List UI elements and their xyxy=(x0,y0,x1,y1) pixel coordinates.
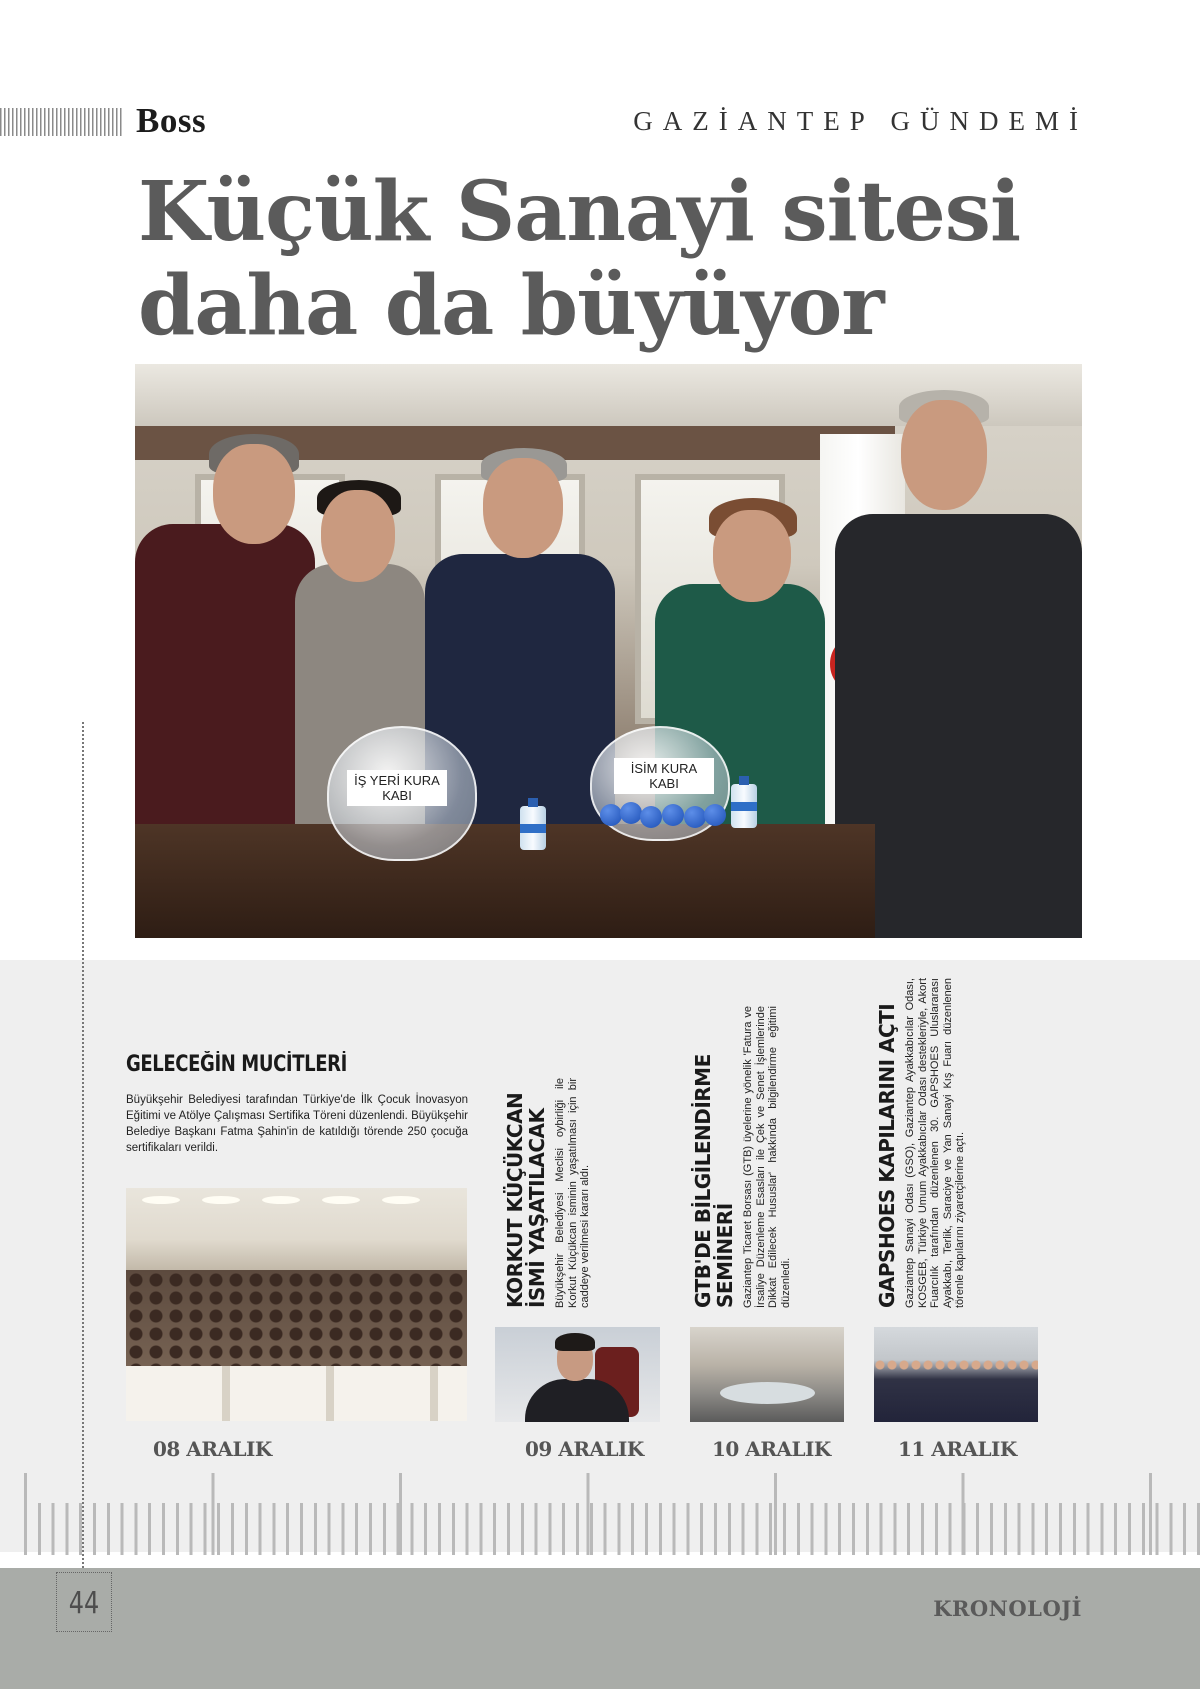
header-decorative-bars xyxy=(0,108,122,136)
story-2-photo xyxy=(495,1327,660,1422)
story-3-block xyxy=(692,1006,792,1308)
story-4-heading: GAPSHOES KAPILARINI AÇTI xyxy=(875,1003,899,1308)
story-3-text: Gaziantep Ticaret Borsası (GTB) üyelerine yönelik 'Fatura ve İrsaliye Düzenleme Esasları ile Çek ve Senet İşlemlerinde Dikkat Edilecek Hususlar' hakkında bilgilendirme eğitimi düzenledi. xyxy=(742,1006,792,1308)
story-2-text: Büyükşehir Belediyesi Meclisi oybirliği ile Korkut Küçükcan isminin yaşatılması için bir caddeye verilmesi kararı aldı. xyxy=(554,1078,591,1308)
timeline-ruler xyxy=(24,1473,1200,1555)
footer-section-label: KRONOLOJİ xyxy=(933,1596,1082,1621)
story-2-date: 09 ARALIK xyxy=(525,1437,644,1461)
story-1-photo xyxy=(126,1188,467,1421)
workplace-draw-bowl xyxy=(327,726,477,861)
story-1-date: 08 ARALIK xyxy=(153,1437,272,1461)
water-bottle xyxy=(731,784,757,828)
story-4-photo xyxy=(874,1327,1038,1422)
page-footer xyxy=(0,1568,1200,1689)
hero-photo xyxy=(135,364,1082,938)
headline-line-2: daha da büyüyor xyxy=(138,258,884,354)
story-3-photo xyxy=(690,1327,844,1422)
desks xyxy=(126,1366,467,1421)
workplace-bowl-label: İŞ YERİ KURA KABI xyxy=(347,770,447,806)
story-1-heading: GELECEĞİN MUCİTLERİ xyxy=(126,1052,347,1077)
water-bottle xyxy=(520,806,546,850)
desk xyxy=(135,824,875,938)
story-2-block xyxy=(504,1078,592,1308)
story-2-heading: KORKUT KÜÇÜKCAN İSMİ YAŞATILACAK xyxy=(503,1092,549,1308)
magazine-logo: Boss xyxy=(136,101,207,140)
story-4-text: Gaziantep Sanayi Odası (GSO), Gaziantep Ayakkabıcılar Odası, KOSGEB, Türkiye Umum Ayakkabıcılar Odası destekleriyle, Akort Fuarcılık tarafından düzenlenen 30. GAPSHOES Uluslararası Ayakkabı, Terlik, Saraciye ve Yan Sanayi Kış Fuarı düzenlenen törenle kapılarını ziyaretçilerine açtı. xyxy=(904,978,966,1308)
story-4-date: 11 ARALIK xyxy=(898,1437,1017,1461)
story-1-text: Büyükşehir Belediyesi tarafından Türkiye'de İlk Çocuk İnovasyon Eğitimi ve Atölye Çalışması Sertifika Töreni düzenlendi. Büyükşehir Belediye Başkanı Fatma Şahin'in de katıldığı törende 250 çocuğa sertifikaları verildi. xyxy=(126,1094,468,1154)
article-headline xyxy=(138,165,1118,353)
headline-line-1: Küçük Sanayi sitesi xyxy=(138,164,1021,260)
section-title: GAZİANTEP GÜNDEMİ xyxy=(633,106,1088,136)
page-number: 44 xyxy=(68,1586,100,1621)
audience xyxy=(126,1270,467,1380)
story-3-date: 10 ARALIK xyxy=(712,1437,831,1461)
story-3-heading: GTB'DE BİLGİLENDİRME SEMİNERİ xyxy=(691,1054,737,1308)
name-bowl-label: İSİM KURA KABI xyxy=(614,758,714,794)
story-4-block xyxy=(876,978,967,1308)
